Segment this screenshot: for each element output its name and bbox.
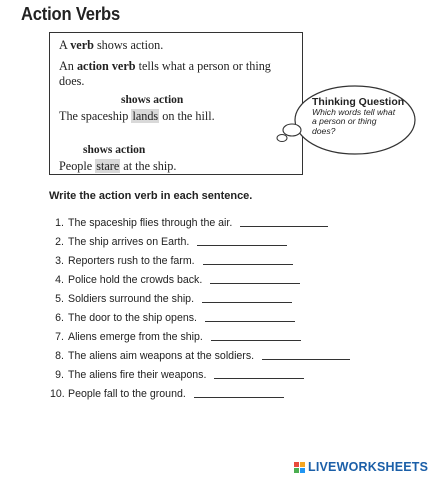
logo-text: LIVEWORKSHEETS [308, 460, 429, 474]
answer-blank[interactable] [211, 339, 301, 341]
question-item [50, 388, 284, 400]
rule-line-1 [59, 38, 163, 53]
rule-line-2 [59, 59, 271, 74]
question-number: 4. [55, 274, 64, 286]
rule-text: An [59, 59, 77, 73]
question-number: 2. [55, 236, 64, 248]
question-text: The spaceship flies through the air. [68, 217, 233, 229]
shows-action-label: shows action [83, 144, 146, 156]
rule-text: shows action. [93, 38, 164, 52]
rule-text: A [59, 38, 71, 52]
question-item [50, 293, 292, 305]
question-text: Soldiers surround the ship. [68, 293, 195, 305]
rule-line-3: does. [59, 74, 85, 88]
question-text: The ship arrives on Earth. [68, 236, 190, 248]
question-number: 7. [55, 331, 64, 343]
rule-text: tells what a person or thing [135, 59, 271, 73]
example-text: People [59, 159, 96, 173]
question-number: 5. [55, 293, 64, 305]
thinking-question-body [312, 108, 402, 136]
question-number: 6. [55, 312, 64, 324]
logo-grid-icon [294, 462, 305, 473]
page-title: Action Verbs [21, 4, 121, 24]
question-text: Reporters rush to the farm. [68, 255, 195, 267]
answer-blank[interactable] [194, 396, 284, 398]
question-text: The door to the ship opens. [68, 312, 197, 324]
question-number: 9. [55, 369, 64, 381]
answer-blank[interactable] [210, 282, 300, 284]
rule-keyword: action verb [76, 59, 136, 73]
answer-blank[interactable] [203, 263, 293, 265]
example-sentence-2 [59, 159, 176, 174]
example-sentence-1 [59, 109, 215, 124]
highlighted-verb: lands [132, 109, 159, 123]
thinking-question-title: Thinking Question [312, 96, 405, 108]
question-text: The aliens aim weapons at the soldiers. [68, 350, 255, 362]
answer-blank[interactable] [205, 320, 295, 322]
question-number: 3. [55, 255, 64, 267]
question-text: People fall to the ground. [68, 388, 186, 400]
shows-action-label: shows action [121, 94, 184, 106]
liveworksheets-logo [294, 460, 428, 474]
question-item [50, 255, 293, 267]
answer-blank[interactable] [202, 301, 292, 303]
question-item [50, 350, 350, 362]
question-item [50, 217, 328, 229]
rule-keyword: verb [70, 38, 94, 52]
thinking-question-line: does? [312, 125, 336, 136]
example-text: at the ship. [120, 159, 177, 173]
example-text: on the hill. [159, 109, 215, 123]
rule-box [49, 32, 303, 175]
highlighted-verb: stare [96, 159, 120, 173]
answer-blank[interactable] [214, 377, 304, 379]
question-item [50, 274, 300, 286]
question-item [50, 236, 287, 248]
question-item [50, 312, 295, 324]
answer-blank[interactable] [240, 225, 328, 227]
answer-blank[interactable] [262, 358, 350, 360]
question-item [50, 331, 301, 343]
thinking-question-line: a person or thing [312, 116, 377, 127]
question-number: 10. [50, 388, 65, 400]
question-number: 8. [55, 350, 64, 362]
question-number: 1. [55, 217, 64, 229]
example-text: The spaceship [59, 109, 132, 123]
question-text: Police hold the crowds back. [68, 274, 203, 286]
question-text: The aliens fire their weapons. [68, 369, 207, 381]
instructions: Write the action verb in each sentence. [49, 190, 253, 202]
question-item [50, 369, 304, 381]
question-text: Aliens emerge from the ship. [68, 331, 203, 343]
answer-blank[interactable] [197, 244, 287, 246]
thinking-question-line: Which words tell what [312, 107, 396, 117]
